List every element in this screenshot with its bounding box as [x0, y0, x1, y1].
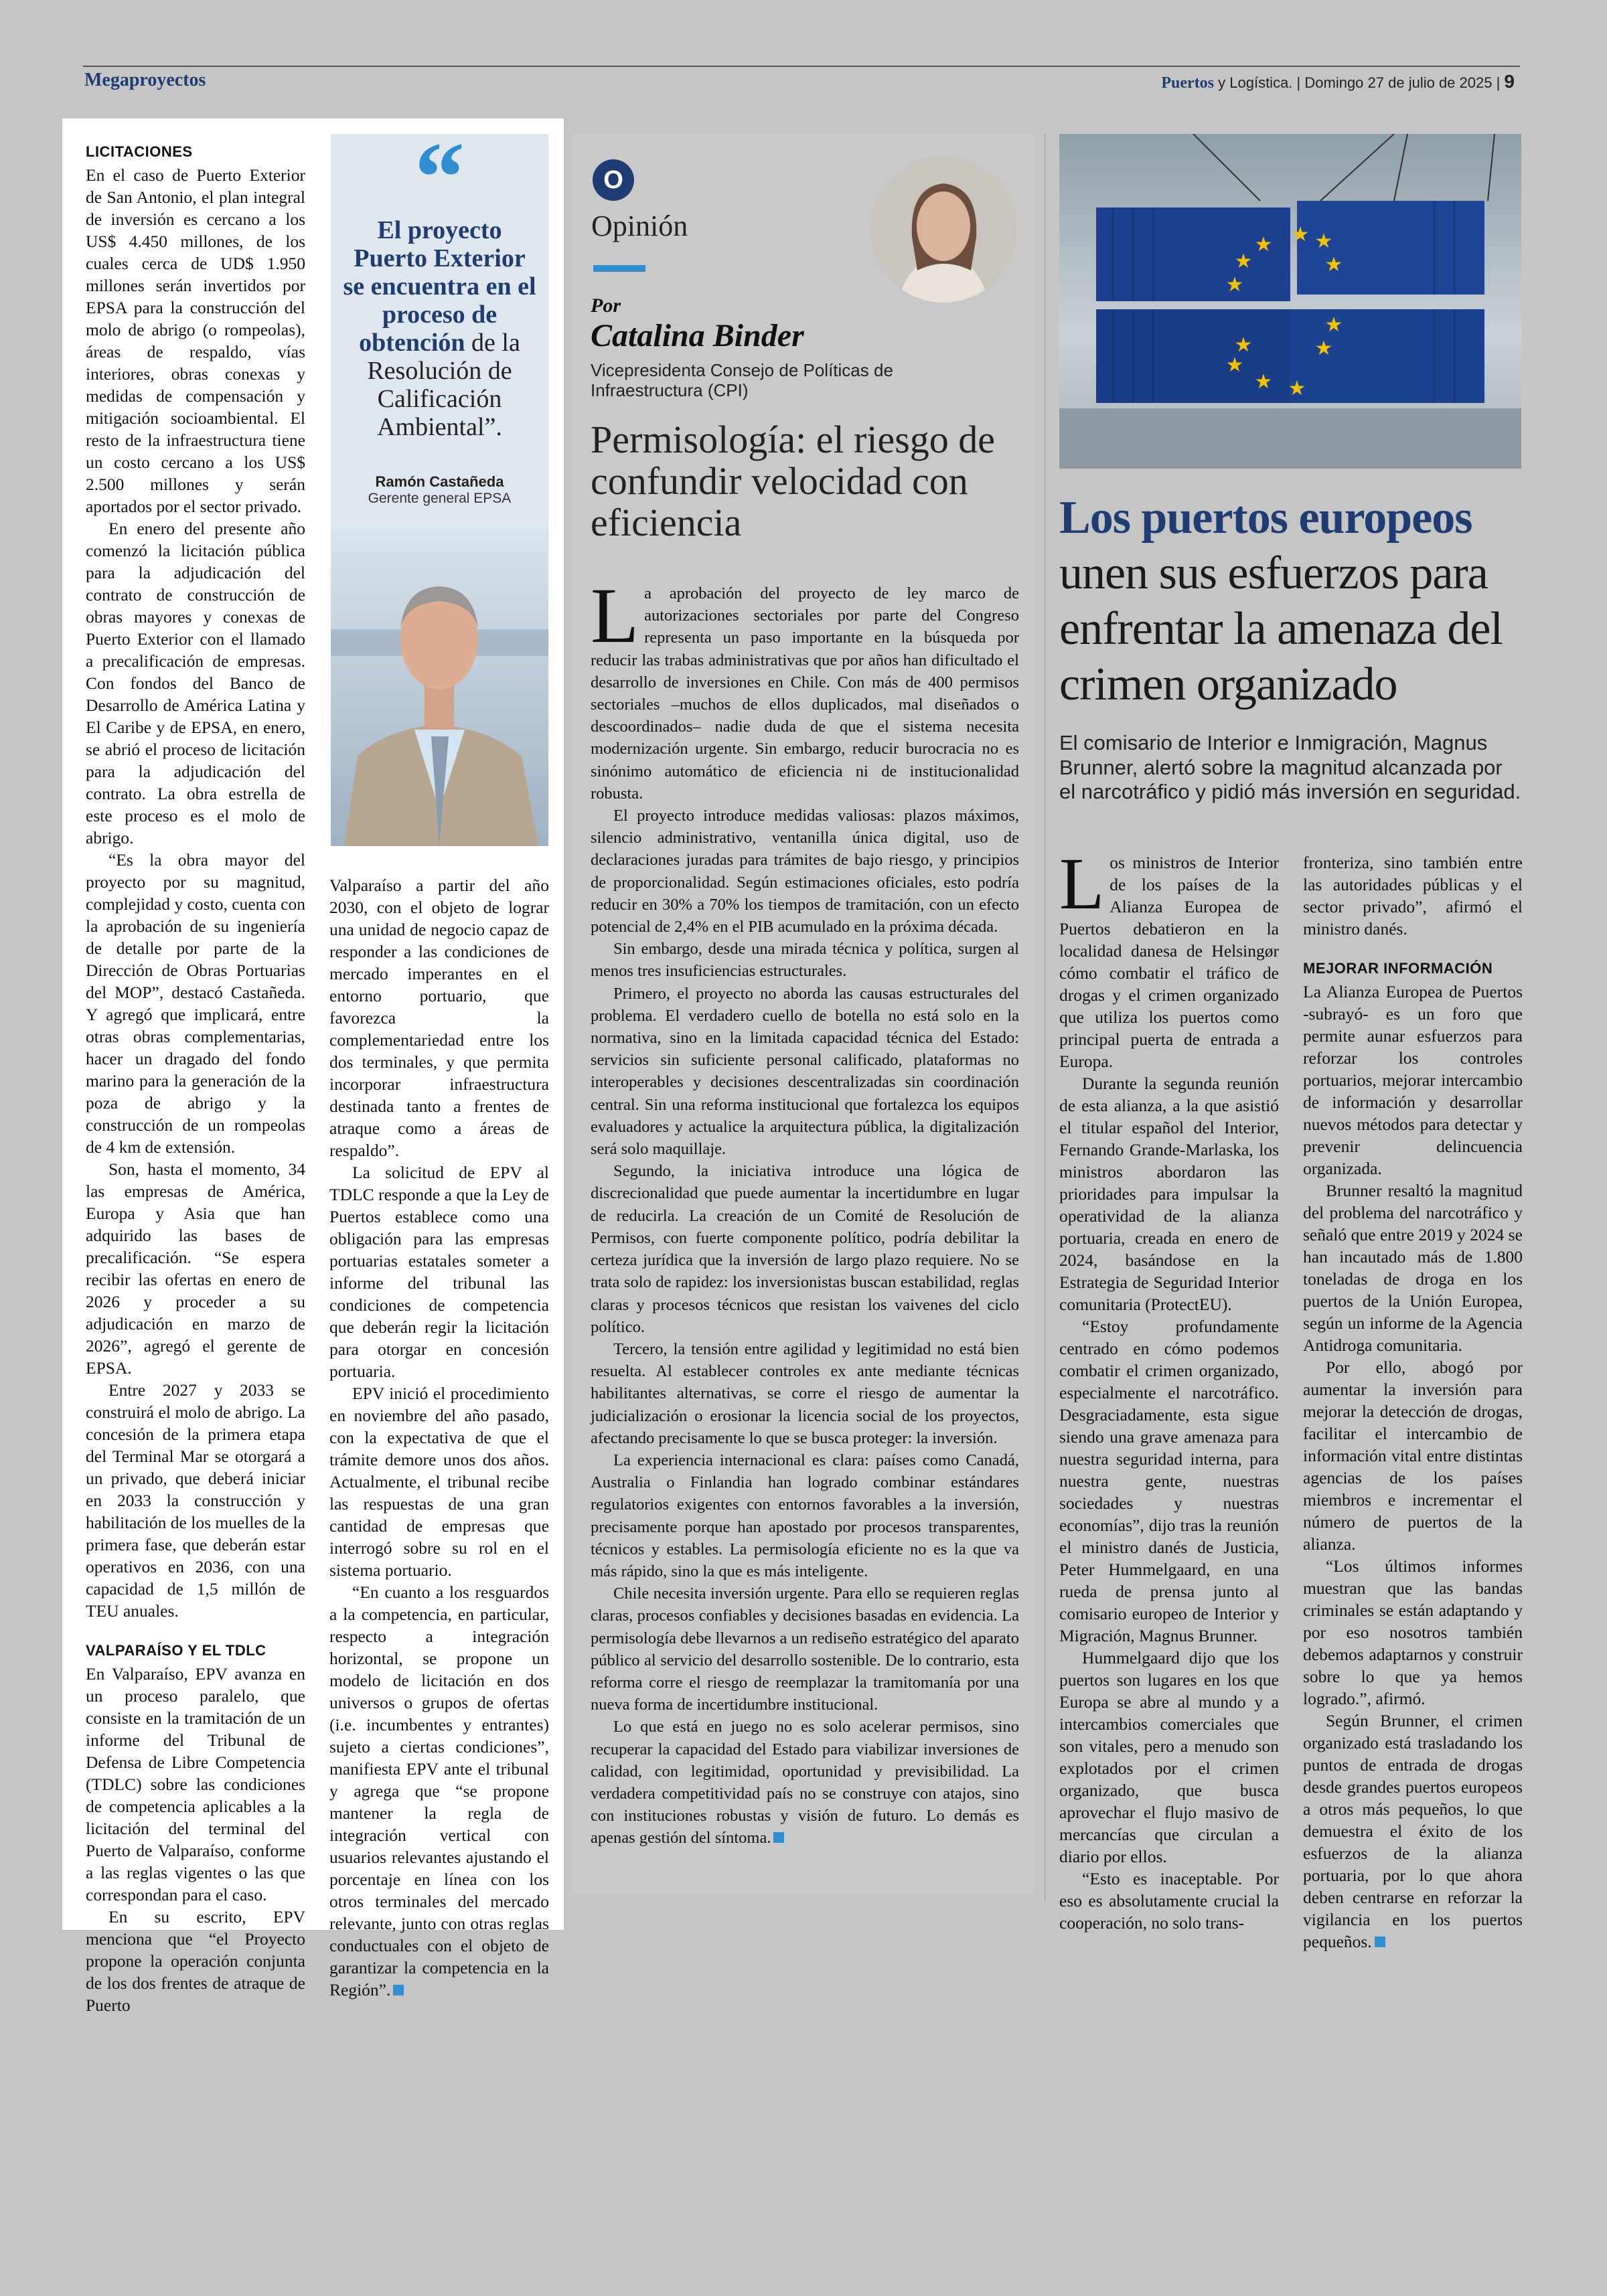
paragraph: El proyecto introduce medidas valiosas: plazos máximos, silencio administrativo, ventanilla única digital, uso de declaraciones juradas para trámites de bajo riesgo, y principios de proporcionalidad. Según estimaciones oficiales, esto podría reducir en 30% a 70% los tiempos de tramitación, con un efecto potencial de 2,4% en el PIB acumulado en la próxima década. — [591, 807, 1019, 936]
right-column-1-paragraphs — [1059, 1072, 1279, 1934]
paragraph: En el caso de Puerto Exterior de San Antonio, el plan integral de inversión es cercano a los US$ 4.450 millones, de los cuales cerca de UD$ 1.950 millones serán invertidos por EPSA para la construcción del molo de abrigo (o rompeolas), áreas de respaldo, vías interiores, obras conexas y medidas de compensación y mitigación socioambiental. El resto de la infraestructura tiene un costo cercano a los US$ 2.500 millones y serán aportados por el sector privado. — [86, 165, 305, 516]
opinion-headline: Permisología: el riesgo de confundir velocidad con eficiencia — [591, 418, 996, 544]
svg-text:★: ★ — [1291, 223, 1310, 246]
paragraph: En su escrito, EPV menciona que “el Proyecto propone la operación conjunta de los dos frentes de atraque de Puerto — [86, 1907, 305, 2015]
paragraph: Son, hasta el momento, 34 las empresas de América, Europa y Asia que han adquirido las bases de precalificación. “Se espera recibir las ofertas en enero de 2026 y proceder a su adjudicación en marzo de 2026”, agregó el gerente de EPSA. — [86, 1159, 305, 1378]
quote-author-name: Ramón Castañeda — [375, 473, 504, 490]
header-rule — [83, 66, 1520, 67]
right-article-column-2 — [1303, 851, 1523, 1953]
end-square-icon — [1375, 1937, 1385, 1947]
paragraph: En enero del presente año comenzó la licitación pública para la adjudicación del contrato de construcción de obras mayores y conexas de Puerto Exterior con el llamado a precalificación de empresas. Con fondos del Banco de Desarrollo de América Latina y El Caribe y de EPSA, en enero, se abrió el proceso de licitación para la adjudicación del contrato. La obra estrella de este proceso es el molo de abrigo. — [86, 519, 305, 847]
paragraph: “Los últimos informes muestran que las bandas criminales se están adaptando y por eso nosotros también debemos adaptarnos y construir sobre lo que ya hemos logrado.”, afirmó. — [1303, 1556, 1523, 1708]
paragraph: La Alianza Europea de Puertos -subrayó- es un foro que permite aunar esfuerzos para reforzar los controles portuarios, mejorar intercambio de información y desarrollar nuevos métodos para detectar y prevenir delincuencia organizada. — [1303, 982, 1523, 1178]
svg-text:★: ★ — [1225, 353, 1244, 377]
paragraph: Tercero, la tensión entre agilidad y legitimidad no está bien resuelta. Al establecer controles ex ante mediante técnicas habilitantes alternativas, se corre el riesgo de aumentar la judicialización o erosionar la licencia social de los proyectos, afectando precisamente lo que se busca proteger: la inversión. — [591, 1339, 1019, 1447]
svg-text:★: ★ — [1254, 233, 1273, 256]
author-photo — [870, 157, 1016, 303]
paragraph: “En cuanto a los resguardos a la competencia, en particular, respecto a integración horizontal, se propone un modelo de licitación en dos universos o grupos de ofertas (i.e. incumbentes y entrantes) sujeto a ciertas condiciones”, manifiesta EPV ante el tribunal y agrega que “se propone mantener la regla de integración vertical con usuarios relevantes ajustando el porcentaje en línea con los otros terminales del mercado relevante, junto con otras reglas conductuales con el objeto de garantizar la competencia en la Región”. — [329, 1582, 549, 1999]
right-headline — [1059, 490, 1528, 712]
byline-prefix: Por — [591, 295, 621, 317]
paragraph: Brunner resaltó la magnitud del problema del narcotráfico y señaló que entre 2019 y 2024 se han incautado más de 1.800 toneladas de droga en los puertos de la Unión Europea, según un informe de la Agencia Antidroga comunitaria. — [1303, 1181, 1523, 1355]
eu-containers-photo — [1059, 134, 1521, 469]
author-role: Vicepresidenta Consejo de Políticas de Infraestructura (CPI) — [591, 360, 893, 400]
left-article-column-2 — [329, 874, 549, 2001]
paragraph: “Esto es inaceptable. Por eso es absolutamente crucial la cooperación, no solo trans- — [1059, 1869, 1279, 1933]
dropcap: L — [1059, 843, 1105, 924]
paragraph: “Es la obra mayor del proyecto por su magnitud, complejidad y costo, cuenta con la aprobación de su ingeniería de detalle por parte de la Dirección de Obras Portuarias del MOP”, destacó Castañeda. Y agregó que implicará, entre otras obras complementarias, hacer un dragado del fondo marino para la generación de la poza de abrigo y la construcción de un rompeolas de 4 km de extensión. — [86, 850, 305, 1157]
paragraph: Primero, el proyecto no aborda las causas estructurales del problema. El verdadero cuello de botella no está solo en la normativa, sino en la limitada capacidad técnica del Estado: servicios sin suficiente personal calificado, plataformas no interoperables y decisiones descentralizadas sin coordinación central. Sin una reforma institucional que fortalezca los equipos evaluadores y actualice la arquitectura pública, la digitalización será solo maquillaje. — [591, 984, 1019, 1159]
pull-quote-normal: de la Resolución de Calificación Ambiental”. — [367, 329, 520, 441]
page-header-info: Puertos y Logística. | Domingo 27 de julio de 2025 | 9 — [1161, 71, 1515, 92]
pull-quote-bold: El proyecto Puerto Exterior se encuentra en el proceso de obtención — [343, 216, 536, 357]
paragraph: La experiencia internacional es clara: países como Canadá, Australia o Finlandia han logrado combinar estándares regulatorios exigentes con entornos favorables a la inversión, precisamente porque han apostado por procesos transparentes, técnicos y estables. La permisología eficiente no es la que va más rápido, sino la que es más inteligente. — [591, 1451, 1019, 1580]
paragraph: Chile necesita inversión urgente. Para ello se requieren reglas claras, procesos confiables y decisiones basadas en evidencia. La permisología debe llevarnos a un rediseño estratégico del aparato público al servicio del desarrollo sostenible. De lo contrario, esta reforma corre el riesgo de reemplazar la tramitomanía por una nueva forma de incertidumbre institucional. — [591, 1584, 1019, 1714]
paragraph: fronteriza, sino también entre las autoridades públicas y el sector privado”, afirmó el ministro danés. — [1303, 853, 1523, 938]
right-article-column-1 — [1059, 843, 1279, 1934]
byline-author: Catalina Binder — [591, 318, 804, 353]
quote-mark-icon: “ — [414, 122, 465, 233]
subheading: VALPARAÍSO Y EL TDLC — [86, 1642, 266, 1659]
paragraph: Valparaíso a partir del año 2030, con el objeto de lograr una unidad de negocio capaz de responder a las condiciones de mercado imperantes en el entorno portuario, que favorezca la complementariedad entre los dos terminales, y que permita incorporar infraestructura destinada tanto a frentes de atraque como a áreas de respaldo”. — [329, 876, 549, 1160]
opinion-label: Opinión — [591, 210, 688, 242]
left-article-column-1 — [86, 141, 305, 2016]
quote-attribution — [331, 473, 548, 507]
opinion-accent-bar — [593, 265, 645, 272]
paragraph: Segundo, la iniciativa introduce una lógica de discrecionalidad que puede aumentar la incertidumbre en lugar de reducirla. La creación de un Comité de Resolución de Permisos, con fuerte componente político, podría debilitar la certeza jurídica que la inversión de largo plazo requiere. No se trata solo de rapidez: los inversionistas buscan estabilidad, reglas claras y procesos técnicos que resistan los vaivenes del ciclo político. — [591, 1162, 1019, 1336]
opinion-logo-icon: O — [593, 159, 634, 201]
headline-bold: Los puertos europeos — [1059, 492, 1472, 544]
issue-date: Domingo 27 de julio de 2025 — [1304, 74, 1493, 91]
page-number: 9 — [1504, 71, 1515, 92]
subheading: MEJORAR INFORMACIÓN — [1303, 960, 1493, 977]
portrait-photo — [331, 529, 548, 846]
opinion-paragraphs — [591, 805, 1019, 1850]
paragraph: En Valparaíso, EPV avanza en un proceso paralelo, que consiste en la tramitación de un informe del Tribunal de Defensa de Libre Competencia (TDLC) sobre las condiciones de competencia aplicables a la licitación del terminal del Puerto de Valparaíso, conforme a las reglas vigentes o las que correspondan para el caso. — [86, 1664, 305, 1904]
dropcap: L — [591, 572, 639, 659]
paragraph: Durante la segunda reunión de esta alianza, a la que asistió el titular español del Interior, Fernando Grande-Marlaska, los ministros abordaron las prioridades para impulsar la operatividad de la alianza portuaria, creada en enero de 2024, basándose en la Estrategia de Seguridad Interior comunitaria (ProtectEU). — [1059, 1074, 1279, 1314]
opinion-first-paragraph: La aprobación del proyecto de ley marco de autorizaciones sectoriales por parte del Congreso representa un paso importante en la búsqueda por reducir las trabas administrativas que por años han dificultado el desarrollo de inversiones en Chile. Con más de 400 permisos sectoriales –muchos de ellos duplicados, mal diseñados o descoordinados– nadie duda de que el sistema necesita modernización urgente. Sin embargo, reducir burocracia no es sinónimo automático de eficiencia ni de institucionalidad robusta. — [591, 572, 1019, 803]
paragraph: “Estoy profundamente centrado en cómo podemos combatir el crimen organizado, especialmente el narcotráfico. Desgraciadamente, esta sigue siendo una grave amenaza para nuestra seguridad interna, para nuestra gente, nuestras sociedades y nuestras economías”, dijo tras la reunión el ministro danés de Justicia, Peter Hummelgaard, en una rueda de prensa junto al comisario europeo de Interior y Migración, Magnus Brunner. — [1059, 1317, 1279, 1645]
paragraph: Lo que está en juego no es solo acelerar permisos, sino recuperar la capacidad del Estado para viabilizar inversiones de calidad, con legitimidad, oportunidad y previsibilidad. La verdadera competitividad país no se construye con atajos, sino con instituciones robustas y visión de futuro. Lo demás es apenas gestión del síntoma. — [591, 1718, 1019, 1848]
svg-text:★: ★ — [1314, 230, 1333, 253]
paragraph: Hummelgaard dijo que los puertos son lugares en los que Europa se abre al mundo y a intercambios comerciales que son vitales, pero a menudo son explotados por el crimen organizado, que busca aprovechar el flujo masivo de mercancías que circulan a diario por ellos. — [1059, 1648, 1279, 1866]
end-square-icon — [773, 1832, 784, 1843]
right-lead: El comisario de Interior e Inmigración, Magnus Brunner, alertó sobre la magnitud alcanzada por el narcotráfico y pidió más inversión en seguridad. — [1059, 731, 1521, 803]
right-first-paragraph: Los ministros de Interior de los países de la Alianza Europea de Puertos debatieron en la localidad danesa de Helsingør cómo combatir el tráfico de drogas y el crimen organizado que utiliza los puertos como principal puerta de entrada a Europa. — [1059, 843, 1279, 1071]
svg-text:★: ★ — [1324, 313, 1343, 337]
svg-text:★: ★ — [1234, 333, 1253, 357]
svg-text:★: ★ — [1324, 253, 1343, 276]
quote-author-role: Gerente general EPSA — [368, 491, 512, 506]
headline-rest: unen sus esfuerzos para enfrentar la amenaza del crimen organizado — [1059, 548, 1503, 710]
paragraph: La solicitud de EPV al TDLC responde a que la Ley de Puertos establece como una obligación para las empresas portuarias estatales someter a informe del tribunal las condiciones de competencia que deberán regir la licitación para otorgar en concesión portuaria. — [329, 1163, 549, 1381]
svg-text:★: ★ — [1234, 250, 1253, 273]
subheading: LICITACIONES — [86, 143, 193, 160]
svg-text:★: ★ — [1314, 337, 1333, 360]
publication-suffix: y Logística. — [1214, 74, 1293, 91]
paragraph: Según Brunner, el crimen organizado está trasladando los puntos de entrada de drogas desde grandes puertos europeos a otros más pequeños, lo que demuestra el éxito de los esfuerzos de la alianza portuaria, por lo que ahora deben centrarse en reforzar la vigilancia en los puertos pequeños. — [1303, 1711, 1523, 1951]
publication-name: Puertos — [1161, 74, 1215, 92]
svg-text:★: ★ — [1254, 370, 1273, 394]
section-title: Megaproyectos — [84, 70, 206, 90]
pull-quote — [341, 216, 538, 441]
paragraph: Entre 2027 y 2033 se construirá el molo de abrigo. La concesión de la primera etapa del Terminal Mar se otorgará a un privado, que deberá iniciar en 2033 la construcción y habilitación de los muelles de la primera fase, que deberán estar operativos en 2036, con una capacidad de 1,5 millón de TEU anuales. — [86, 1380, 305, 1621]
paragraph: EPV inició el procedimiento en noviembre del año pasado, con la expectativa de que el trámite demore unos dos años. Actualmente, el tribunal recibe las respuestas de una gran cantidad de empresas que interrogó sobre su rol en el sistema portuario. — [329, 1384, 549, 1580]
opinion-body — [591, 572, 1019, 1850]
end-square-icon — [393, 1985, 404, 1995]
paragraph: Sin embargo, desde una mirada técnica y política, surgen al menos tres insuficiencias estructurales. — [591, 940, 1019, 981]
svg-text:★: ★ — [1225, 273, 1244, 297]
paragraph: Por ello, abogó por aumentar la inversión para mejorar la detección de drogas, facilitar el intercambio de información vital entre distintas agencias de los países miembros e incrementar el número de puertos de la alianza. — [1303, 1358, 1523, 1554]
svg-text:★: ★ — [1288, 377, 1306, 400]
